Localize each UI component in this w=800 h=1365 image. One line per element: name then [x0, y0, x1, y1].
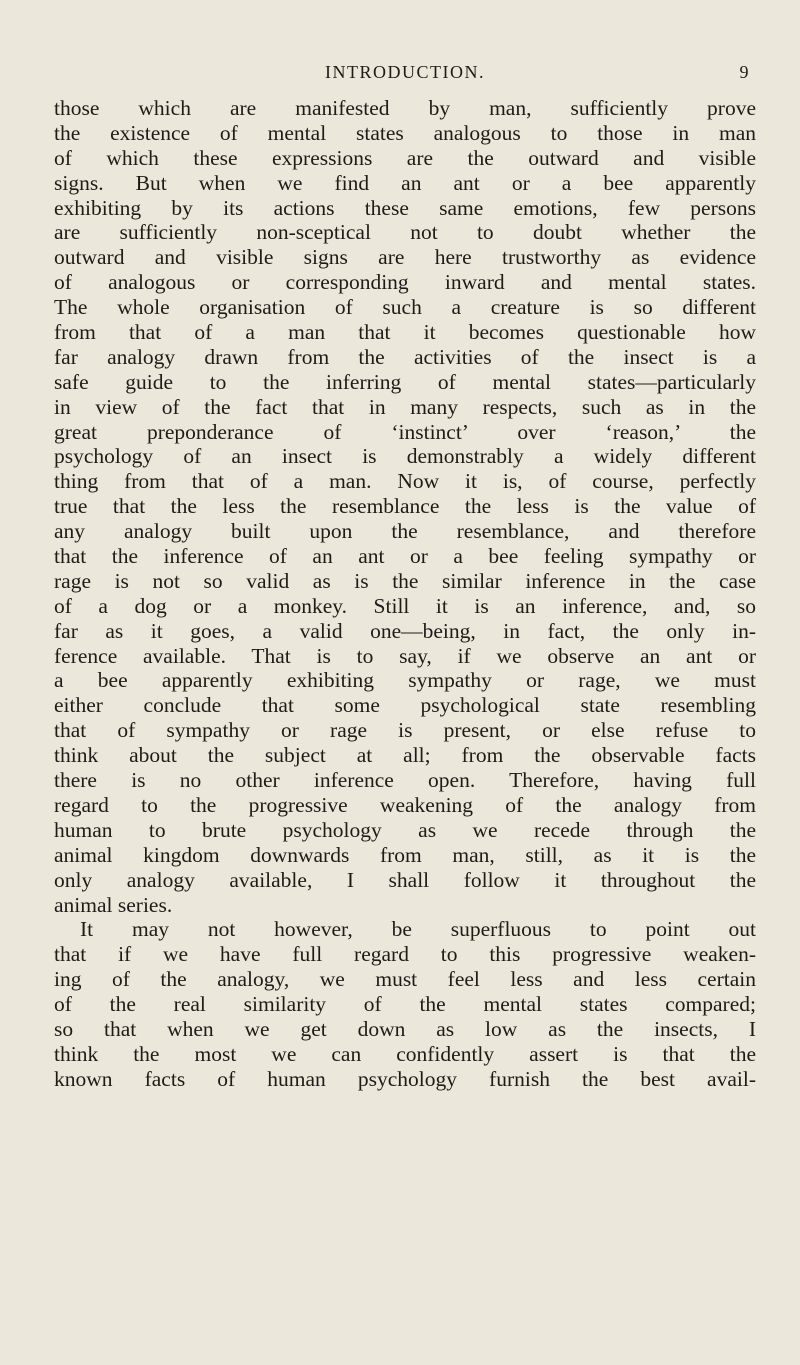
text-line: far as it goes, a valid one—being, in fact, the only in- — [54, 618, 756, 643]
page-number: 9 — [739, 62, 750, 82]
text-line: The whole organisation of such a creature is so different — [54, 295, 756, 320]
text-line: any analogy built upon the resemblance, and therefore — [54, 519, 756, 544]
text-line: great preponderance of ‘instinct’ over ‘reason,’ the — [54, 419, 756, 444]
text-line: either conclude that some psychological state resembling — [54, 693, 756, 718]
text-line: that the inference of an ant or a bee feeling sympathy or — [54, 544, 756, 569]
text-line: so that when we get down as low as the insects, I — [54, 1016, 756, 1041]
text-line: that if we have full regard to this progressive weaken- — [54, 942, 756, 967]
text-line: think the most we can confidently assert is that the — [54, 1041, 756, 1066]
text-line: true that the less the resemblance the less is the value of — [54, 494, 756, 519]
text-line: there is no other inference open. Therefore, having full — [54, 768, 756, 793]
text-line: ing of the analogy, we must feel less and less certain — [54, 967, 756, 992]
text-line: far analogy drawn from the activities of the insect is a — [54, 344, 756, 369]
text-line: of the real similarity of the mental states compared; — [54, 992, 756, 1017]
text-line: those which are manifested by man, sufficiently prove — [54, 96, 756, 120]
text-line: are sufficiently non-sceptical not to doubt whether the — [54, 220, 756, 245]
text-line: human to brute psychology as we recede through the — [54, 817, 756, 842]
text-line: of analogous or corresponding inward and mental states. — [54, 270, 756, 295]
text-line: outward and visible signs are here trustworthy as evidence — [54, 245, 756, 270]
text-line: of a dog or a monkey. Still it is an inference, and, so — [54, 593, 756, 618]
text-line: known facts of human psychology furnish the best avail- — [54, 1066, 756, 1091]
text-line: from that of a man that it becomes questionable how — [54, 320, 756, 345]
text-line: a bee apparently exhibiting sympathy or rage, we must — [54, 668, 756, 693]
text-line: animal kingdom downwards from man, still, as it is the — [54, 842, 756, 867]
running-head — [54, 62, 756, 96]
paragraph-end-line: animal series. — [54, 892, 173, 917]
text-line: think about the subject at all; from the observable facts — [54, 743, 756, 768]
text-line: the existence of mental states analogous to those in man — [54, 120, 756, 145]
paragraph-first-line: It may not however, be superfluous to point out — [80, 917, 756, 942]
text-line: rage is not so valid as is the similar inference in the case — [54, 568, 756, 593]
text-line: of which these expressions are the outward and visible — [54, 145, 756, 170]
text-line: signs. But when we find an ant or a bee apparently — [54, 170, 756, 195]
text-line: safe guide to the inferring of mental states—particularly — [54, 369, 756, 394]
text-line: that of sympathy or rage is present, or else refuse to — [54, 718, 756, 743]
body-text — [54, 96, 756, 1092]
running-title: INTRODUCTION. — [325, 62, 485, 82]
text-line: exhibiting by its actions these same emotions, few persons — [54, 195, 756, 220]
text-line: regard to the progressive weakening of the analogy from — [54, 792, 756, 817]
text-line: thing from that of a man. Now it is, of course, perfectly — [54, 469, 756, 494]
text-line: only analogy available, I shall follow it throughout the — [54, 867, 756, 892]
text-line: in view of the fact that in many respects, such as in the — [54, 394, 756, 419]
text-line: ference available. That is to say, if we observe an ant or — [54, 643, 756, 668]
text-line: psychology of an insect is demonstrably a widely different — [54, 444, 756, 469]
